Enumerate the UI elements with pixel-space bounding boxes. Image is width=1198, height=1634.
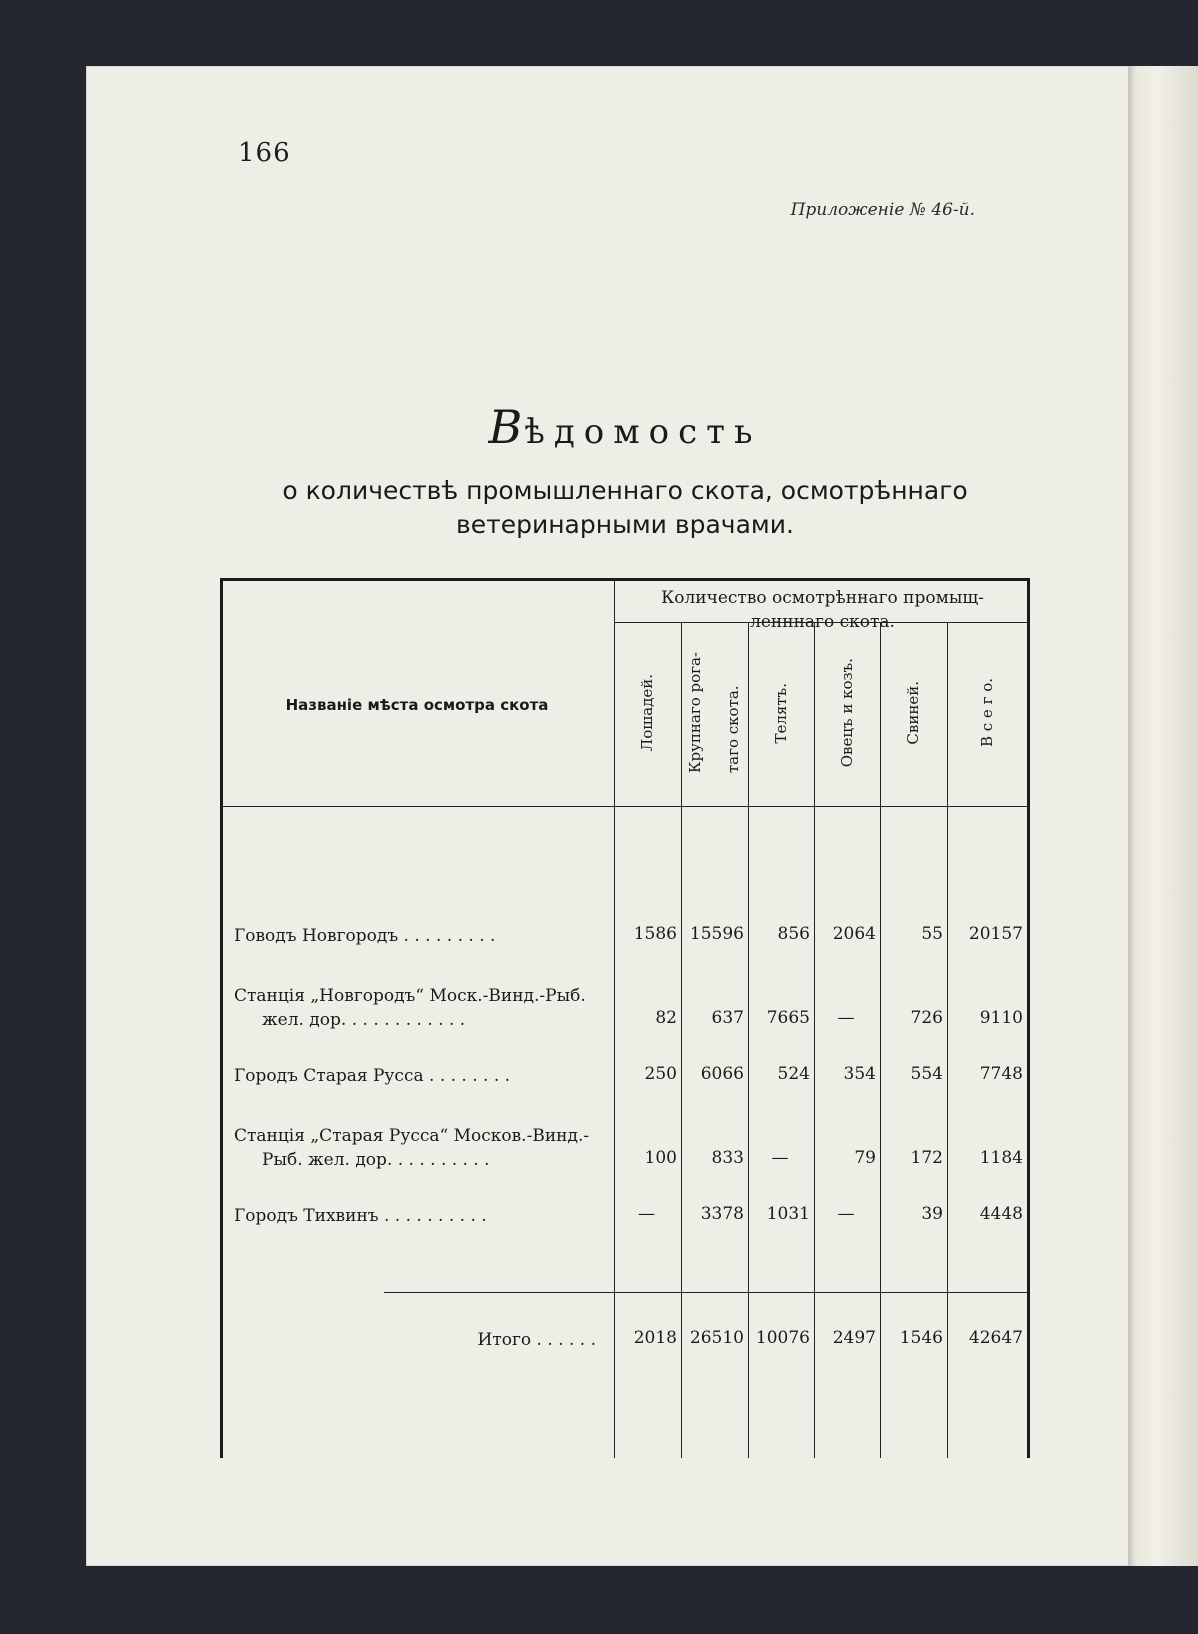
table-right-rule [1027, 578, 1030, 1458]
table-cell-value: 172 [910, 1148, 943, 1168]
title-rest: ѣдомость [524, 412, 762, 452]
header-area [614, 628, 1027, 806]
table-row-label: Станція „Старая Русса“ Москов.-Винд.- Рыб. жел. дор. . . . . . . . . . [234, 1126, 590, 1170]
table-row-label: Городъ Старая Русса . . . . . . . . [234, 1066, 511, 1086]
livestock-table [220, 578, 1030, 1458]
table-cell-value: 3378 [700, 1204, 744, 1224]
header-total: В с е г о. [977, 678, 996, 748]
table-top-rule [220, 578, 1030, 581]
group-header-line-2: ленннаго скота. [750, 612, 895, 632]
page-number: 166 [238, 138, 291, 168]
table-row-label: Говодъ Новгородъ . . . . . . . . . [234, 926, 496, 946]
table-row-label: Городъ Тихвинъ . . . . . . . . . . [234, 1206, 487, 1226]
group-header [620, 586, 1025, 634]
subtitle-line-2: ветеринарными врачами. [456, 510, 794, 539]
table-cell-value: 637 [711, 1008, 744, 1028]
table-cell-value: — [837, 1204, 855, 1224]
page-title [0, 400, 1198, 454]
table-cell-value: — [638, 1204, 655, 1224]
table-cell-value: 6066 [700, 1064, 744, 1084]
gutter-shadow [1128, 66, 1136, 1566]
total-label: Итого . . . . . . [477, 1330, 596, 1350]
table-row-label: Станція „Новгородъ“ Моск.-Винд.-Рыб. жел. дор. . . . . . . . . . . . [234, 986, 586, 1030]
table-cell-value: 833 [711, 1148, 744, 1168]
total-cell-value: 10076 [755, 1328, 810, 1348]
header-horses: Лошадей. [638, 674, 656, 752]
table-cell-value: 1031 [766, 1204, 810, 1224]
table-cell-value: 39 [921, 1204, 943, 1224]
table-cell-value: 1184 [979, 1148, 1023, 1168]
header-cattle: Крупнаго рога- таго скота. [686, 652, 742, 774]
table-cell-value: 524 [777, 1064, 810, 1084]
table-cell-value: 2064 [832, 924, 876, 944]
table-cell-value: 7665 [766, 1008, 810, 1028]
table-cell-value: — [771, 1148, 789, 1168]
table-cell-value: 1586 [633, 924, 677, 944]
table-cell-value: 55 [921, 924, 943, 944]
table-cell-value: 15596 [689, 924, 744, 944]
table-cell-value: 7748 [979, 1064, 1023, 1084]
header-sheep-goats: Овецъ и козъ. [837, 658, 856, 768]
table-cell-value: 354 [843, 1064, 876, 1084]
table-cell-value: 9110 [979, 1008, 1023, 1028]
table-cell-value: 20157 [968, 924, 1023, 944]
header-bottom-rule [220, 806, 1027, 807]
table-cell-value: 79 [854, 1148, 876, 1168]
table-cell-value: 250 [644, 1064, 677, 1084]
total-cell-value: 42647 [968, 1328, 1023, 1348]
total-cell-value: 2497 [832, 1328, 876, 1348]
table-cell-value: 856 [777, 924, 810, 944]
table-cell-value: 100 [644, 1148, 677, 1168]
subtitle-line-1: о количествѣ промышленнаго скота, осмотрѣннаго [282, 476, 968, 505]
table-cell-value: 82 [655, 1008, 677, 1028]
table-cell-value: 726 [910, 1008, 943, 1028]
name-column-header: Названіе мѣста осмотра скота [285, 696, 549, 714]
page-edge [1128, 66, 1198, 1566]
table-cell-value: 4448 [979, 1204, 1023, 1224]
page-subtitle [215, 474, 1035, 542]
title-initial: В [488, 400, 525, 454]
table-cell-value: — [837, 1008, 855, 1028]
header-pigs: Свиней. [904, 681, 922, 745]
total-cell-value: 26510 [689, 1328, 744, 1348]
group-header-line-1: Количество осмотрѣннаго промыщ- [661, 588, 984, 608]
total-cell-value: 1546 [899, 1328, 943, 1348]
total-rule [384, 1292, 1027, 1293]
header-calves: Телятъ. [771, 682, 790, 744]
table-cell-value: 554 [910, 1064, 943, 1084]
appendix-label: Приложеніе № 46-й. [790, 200, 975, 220]
total-cell-value: 2018 [633, 1328, 677, 1348]
